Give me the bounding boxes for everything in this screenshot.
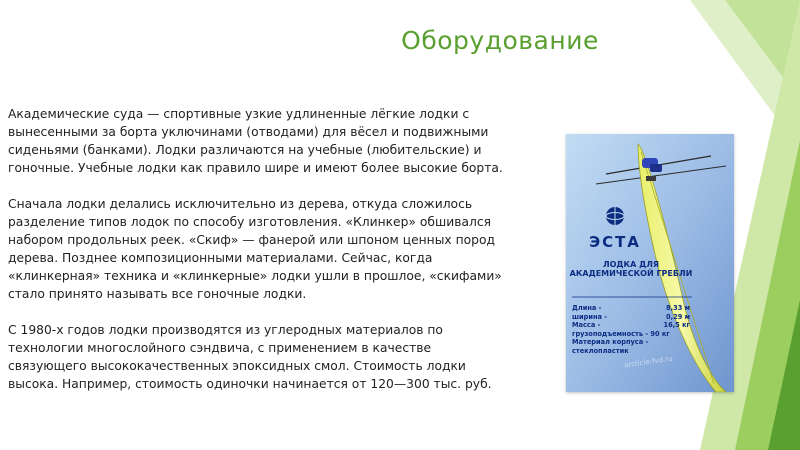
globe-logo-icon	[606, 207, 624, 225]
spec-label: Материал корпуса -	[572, 338, 649, 347]
poster-title-line-2: АКАДЕМИЧЕСКОЙ ГРЕБЛИ	[569, 269, 693, 278]
spec-row	[572, 321, 690, 330]
body-text	[8, 105, 508, 411]
page-title: Оборудование	[401, 26, 599, 55]
spec-row	[572, 347, 690, 356]
poster-title	[568, 260, 694, 278]
spec-row	[572, 338, 690, 347]
spec-label: ширина -	[572, 312, 608, 321]
paragraph-3: С 1980-х годов лодки производятся из углеродных материалов по технологии многослойного сэндвича, с применением в качестве связующего высококачественных эпоксидных смол. Стоимость лодки высока. Например, стоимость одиночки начинается от 120—300 тыс. руб.	[8, 323, 492, 391]
poster-specs	[572, 304, 690, 356]
paragraph-1: Академические суда — спортивные узкие удлиненные лёгкие лодки с вынесенными за борта уключинами (отводами) для вёсел и подвижными сиденьями (банками). Лодки различаются на учебные (любительские) и гоночные. Учебные лодки как правило шире и имеют более высокие борта.	[8, 107, 503, 175]
poster-brand: ЭСТА	[589, 233, 641, 251]
paragraph-2: Сначала лодки делались исключительно из дерева, откуда сложилось разделение типов лодок по способу изготовления. «Клинкер» обшивался набором продольных реек. «Скиф» — фанерой или шпоном ценных пород дерева. Позднее композиционными материалами. Сейчас, когда «клинкерная» техника и «клинкерные» лодки ушли в прошлое, «скифами» стало принято называть все гоночные лодки.	[8, 197, 502, 301]
spec-label: грузоподъемность - 90 кг	[572, 329, 670, 338]
spec-value: 8,33 м	[666, 304, 690, 312]
spec-label: стеклопластик	[572, 346, 629, 355]
spec-value: 0,29 м	[666, 312, 690, 321]
spec-row	[572, 330, 690, 339]
spec-row	[572, 313, 690, 322]
boat-poster-image	[566, 134, 734, 392]
poster-title-line-1: ЛОДКА ДЛЯ	[602, 260, 659, 269]
spec-label: Длина -	[572, 304, 602, 312]
poster-watermark: arcticle-fvd.ru	[623, 354, 674, 370]
spec-row	[572, 304, 690, 313]
spec-value: 16,5 кг	[663, 321, 690, 330]
spec-label: Масса -	[572, 321, 601, 330]
